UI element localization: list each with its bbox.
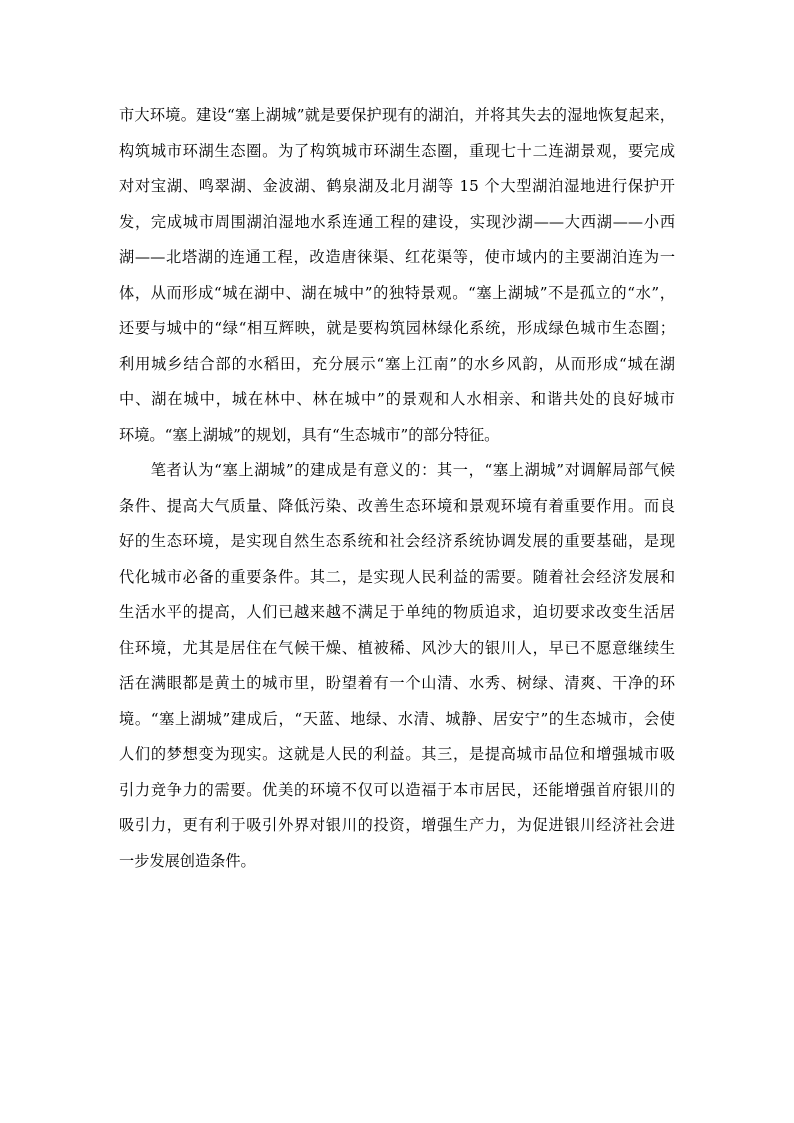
paragraph-2 — [119, 453, 675, 879]
text-line: 活在满眼都是黄土的城市里，盼望着有一个山清、水秀、树绿、清爽、干净的环 — [119, 674, 675, 692]
text-line: 构筑城市环湖生态圈。为了构筑城市环湖生态圈，重现七十二连湖景观，要完成 — [119, 141, 675, 160]
text-line: 住环境，尤其是居住在气候干燥、植被稀、风沙大的银川人，早已不愿意继续生 — [119, 638, 675, 657]
text-line: 引力竞争力的需要。优美的环境不仅可以造福于本市居民，还能增强首府银川的 — [119, 780, 675, 799]
text-line: 湖——北塔湖的连通工程，改造唐徕渠、红花渠等，使市域内的主要湖泊连为一 — [119, 248, 675, 266]
text-line: 一步发展创造条件。 — [119, 851, 256, 870]
paragraph-1 — [119, 98, 675, 453]
text-line: 人们的梦想变为现实。这就是人民的利益。其三，是提高城市品位和增强城市吸 — [119, 745, 675, 763]
text-line: 生活水平的提高，人们已越来越不满足于单纯的物质追求，迫切要求改变生活居 — [119, 603, 675, 621]
text-line: 环境。“塞上湖城”的规划，具有“生态城市”的部分特征。 — [119, 425, 500, 444]
text-line: 还要与城中的“绿“相互辉映，就是要构筑园林绿化系统，形成绿色城市生态圈； — [119, 319, 675, 337]
text-line: 笔者认为“塞上湖城”的建成是有意义的：其一，“塞上湖城”对调解局部气候 — [119, 461, 675, 479]
text-line: 发，完成城市周围湖泊湿地水系连通工程的建设，实现沙湖——大西湖——小西 — [119, 212, 675, 231]
text-line: 利用城乡结合部的水稻田，充分展示“塞上江南”的水乡风韵，从而形成“城在湖 — [119, 354, 675, 373]
text-line: 市大环境。建设“塞上湖城”就是要保护现有的湖泊，并将其失去的湿地恢复起来， — [119, 106, 675, 124]
text-line: 条件、提高大气质量、降低污染、改善生态环境和景观环境有着重要作用。而良 — [119, 496, 675, 515]
text-line: 对对宝湖、鸣翠湖、金波湖、鹤泉湖及北月湖等 15 个大型湖泊湿地进行保护开 — [119, 177, 675, 195]
text-line: 中、湖在城中，城在林中、林在城中”的景观和人水相亲、和谐共处的良好城市 — [119, 390, 675, 408]
text-line: 吸引力，更有利于吸引外界对银川的投资，增强生产力，为促进银川经济社会进 — [119, 816, 675, 834]
text-line: 体，从而形成“城在湖中、湖在城中”的独特景观。“塞上湖城”不是孤立的“水”， — [119, 283, 675, 302]
document-page — [119, 98, 675, 879]
text-line: 境。“塞上湖城”建成后，“天蓝、地绿、水清、城静、居安宁”的生态城市，会使 — [119, 709, 675, 728]
text-line: 代化城市必备的重要条件。其二，是实现人民利益的需要。随着社会经济发展和 — [119, 567, 675, 586]
text-line: 好的生态环境，是实现自然生态系统和社会经济系统协调发展的重要基础，是现 — [119, 532, 675, 550]
